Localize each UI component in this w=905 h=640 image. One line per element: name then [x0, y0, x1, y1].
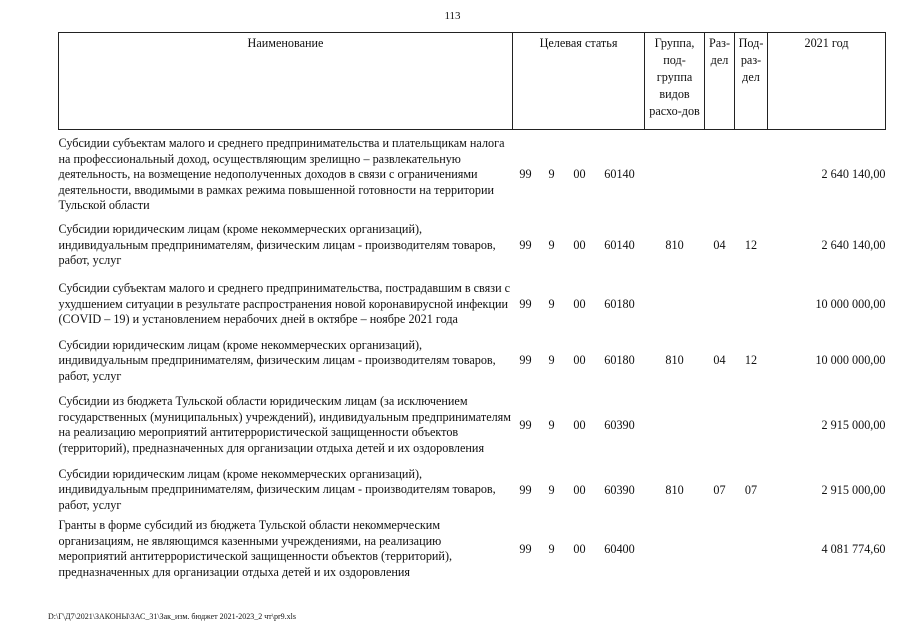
subsection-code: 07	[744, 482, 758, 497]
subsection-code	[735, 130, 768, 220]
header-target-article: Целевая статья	[513, 33, 645, 130]
target-code-1: 99	[519, 417, 532, 432]
target-code-1: 99	[519, 238, 532, 252]
expense-group: 810	[665, 353, 684, 368]
subsection-code	[735, 384, 768, 466]
section-code: 07	[713, 482, 726, 497]
expense-group: 810	[665, 482, 684, 497]
section-code	[705, 272, 735, 338]
expense-group	[645, 272, 705, 338]
amount-2021: 10 000 000,00	[815, 353, 886, 368]
target-code-1: 99	[519, 353, 532, 368]
target-code-2: 9	[548, 417, 555, 432]
budget-table	[58, 32, 886, 584]
target-code-1: 99	[519, 482, 532, 497]
amount-2021: 2 640 140,00	[821, 167, 886, 182]
amount-2021: 2 915 000,00	[821, 417, 886, 432]
row-name: Субсидии юридическим лицам (кроме некоммерческих организаций), индивидуальным предпринимателям, физическим лицам - производителям товаров, работ, услуг	[58, 466, 496, 512]
expense-group	[645, 384, 705, 466]
amount-2021: 2 915 000,00	[821, 482, 886, 497]
target-code-4: 60390	[604, 417, 635, 432]
subsection-code	[735, 272, 768, 338]
row-name: Гранты в форме субсидий из бюджета Тульской области некоммерческим организациям, не являющимся казенными учреждениями, на реализацию мероприятий антитеррористической защищенности объектов (территорий), предназначенных для организации отдыха детей и их оздоровления	[58, 518, 453, 579]
header-section: Раз-дел	[705, 33, 735, 130]
expense-group: 810	[665, 238, 684, 252]
amount-2021: 2 640 140,00	[821, 238, 886, 252]
target-code-2: 9	[548, 482, 555, 497]
header-row	[59, 33, 886, 130]
target-code-2: 9	[548, 541, 555, 556]
target-code-4: 60180	[604, 297, 635, 311]
amount-2021: 10 000 000,00	[815, 297, 886, 311]
subsection-code	[735, 514, 768, 584]
table-row	[59, 514, 886, 584]
target-code-4: 60140	[604, 167, 635, 182]
target-code-3: 00	[573, 297, 586, 311]
target-code-1: 99	[519, 167, 532, 182]
table-row	[59, 338, 886, 385]
section-code: 04	[713, 238, 726, 252]
page-number: 113	[444, 10, 461, 22]
file-path-footer: D:\Г\Д7\2021\ЗАКОНЫ\ЗАС_31\Зак_изм. бюджет 2021-2023_2 чт\pr9.xls	[48, 612, 297, 621]
row-name: Субсидии юридическим лицам (кроме некоммерческих организаций), индивидуальным предпринимателям, физическим лицам - производителям товаров, работ, услуг	[58, 337, 496, 383]
row-name: Субсидии субъектам малого и среднего предпринимательства, пострадавшим в связи с ухудшением ситуации в результате распространения новой коронавирусной инфекции (COVID – 19) и установлением нерабочих дней в октябре – ноябре 2021 года	[58, 281, 511, 327]
table-row	[59, 466, 886, 514]
header-group: Группа, под-группа видов расхо-дов	[645, 33, 705, 130]
section-code	[705, 130, 735, 220]
header-name: Наименование	[59, 33, 513, 130]
target-code-3: 00	[573, 238, 586, 252]
section-code: 04	[713, 353, 726, 368]
subsection-code: 12	[744, 238, 758, 252]
target-code-3: 00	[573, 353, 586, 368]
target-code-4: 60390	[604, 482, 635, 497]
row-name: Субсидии из бюджета Тульской области юридическим лицам (за исключением государственных (муниципальных) учреждений), индивидуальным предпринимателям на реализацию мероприятий антитеррористической защищенности объектов (территорий), предназначенных для организации отдыха детей и их оздоровления	[58, 394, 512, 455]
target-code-3: 00	[573, 482, 586, 497]
row-name: Субсидии юридическим лицам (кроме некоммерческих организаций), индивидуальным предпринимателям, физическим лицам - производителям товаров, работ, услуг	[58, 222, 496, 268]
header-year: 2021 год	[768, 33, 886, 130]
target-code-3: 00	[573, 417, 586, 432]
target-code-1: 99	[519, 297, 532, 311]
target-code-4: 60180	[604, 353, 635, 368]
target-code-4: 60400	[604, 541, 635, 556]
table-row	[59, 272, 886, 338]
expense-group	[645, 514, 705, 584]
header-subsection: Под-раз-дел	[735, 33, 768, 130]
table-row	[59, 220, 886, 272]
amount-2021: 4 081 774,60	[821, 541, 886, 556]
target-code-2: 9	[548, 238, 555, 252]
subsection-code: 12	[744, 353, 758, 368]
section-code	[705, 384, 735, 466]
row-name: Субсидии субъектам малого и среднего предпринимательства и плательщикам налога на профессиональный доход, осуществляющим зрелищно – развлекательную деятельность, на возмещение недополученных доходов в связи с ограничениями деятельности, вводимыми в рамках режима повышенной готовности на территории Тульской области	[58, 136, 505, 212]
table-row	[59, 384, 886, 466]
target-code-2: 9	[548, 353, 555, 368]
table-row	[59, 130, 886, 220]
target-code-3: 00	[573, 541, 586, 556]
expense-group	[645, 130, 705, 220]
target-code-3: 00	[573, 167, 586, 182]
target-code-2: 9	[548, 167, 555, 182]
target-code-4: 60140	[604, 238, 635, 252]
section-code	[705, 514, 735, 584]
target-code-2: 9	[548, 297, 555, 311]
target-code-1: 99	[519, 541, 532, 556]
